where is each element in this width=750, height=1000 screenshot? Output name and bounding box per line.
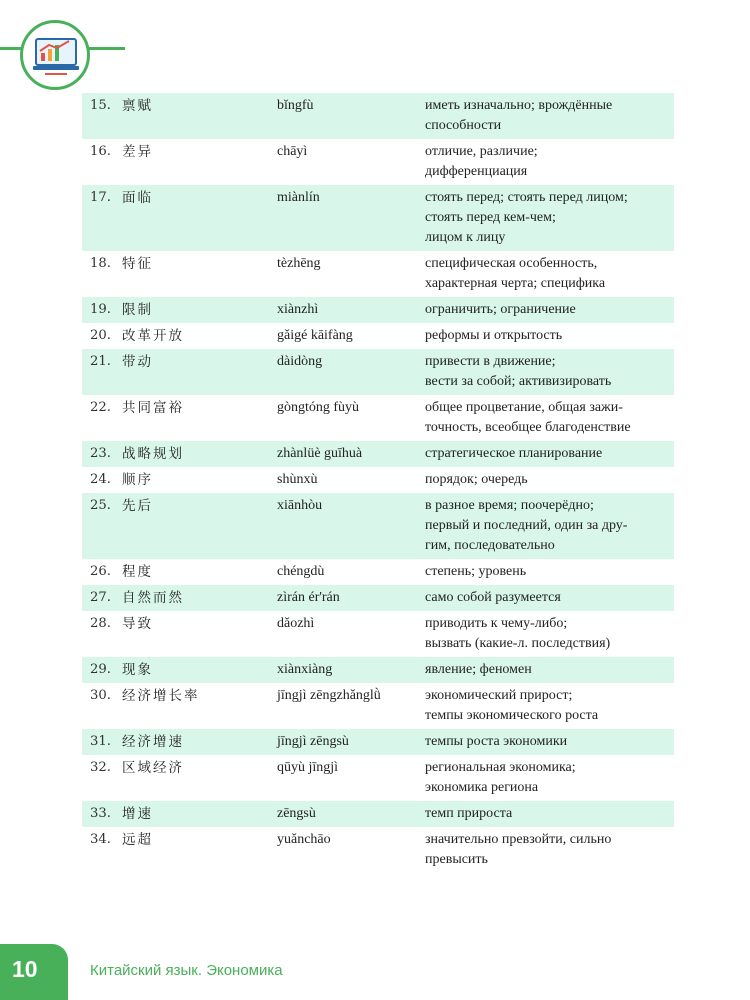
entry-meaning-line: темп прироста bbox=[425, 806, 513, 821]
entry-number: 26. bbox=[90, 564, 111, 579]
entry-meaning-line: темпы экономического роста bbox=[425, 708, 599, 723]
vocab-row bbox=[82, 139, 674, 185]
entry-meaning-line: степень; уровень bbox=[425, 564, 527, 579]
entry-number: 34. bbox=[90, 832, 111, 847]
entry-meaning-line: явление; феномен bbox=[425, 662, 532, 677]
entry-meaning-line: первый и последний, один за дру- bbox=[425, 518, 628, 533]
entry-meaning-line: вызвать (какие-л. последствия) bbox=[425, 636, 611, 651]
entry-meaning bbox=[425, 729, 674, 755]
entry-number: 19. bbox=[90, 302, 111, 317]
vocabulary-table bbox=[82, 93, 674, 873]
entry-number: 31. bbox=[90, 734, 111, 749]
entry-hanzi: 面临 bbox=[122, 190, 153, 206]
entry-number: 23. bbox=[90, 446, 111, 461]
entry-meaning-line: превысить bbox=[425, 852, 488, 867]
vocab-row bbox=[82, 559, 674, 585]
entry-meaning-line: стоять перед кем-чем; bbox=[425, 210, 556, 225]
entry-hanzi: 区域经济 bbox=[122, 760, 184, 776]
entry-meaning-line: приводить к чему-либо; bbox=[425, 616, 568, 631]
vocab-row bbox=[82, 657, 674, 683]
entry-pinyin: qūyù jīngjì bbox=[277, 760, 339, 775]
entry-number: 27. bbox=[90, 590, 111, 605]
entry-number: 15. bbox=[90, 98, 111, 113]
entry-pinyin: shùnxù bbox=[277, 472, 318, 487]
entry-pinyin: xiānhòu bbox=[277, 498, 323, 513]
entry-number: 16. bbox=[90, 144, 111, 159]
entry-number: 18. bbox=[90, 256, 111, 271]
entry-meaning-line: вести за собой; активизировать bbox=[425, 374, 612, 389]
entry-pinyin: gǎigé kāifàng bbox=[277, 328, 353, 343]
entry-pinyin: bǐngfù bbox=[277, 98, 314, 113]
vocab-row bbox=[82, 441, 674, 467]
vocab-row bbox=[82, 251, 674, 297]
entry-hanzi: 禀赋 bbox=[122, 98, 153, 114]
entry-meaning bbox=[425, 185, 674, 251]
entry-number: 30. bbox=[90, 688, 111, 703]
entry-hanzi: 导致 bbox=[122, 616, 153, 632]
vocab-row bbox=[82, 801, 674, 827]
entry-meaning bbox=[425, 297, 674, 323]
entry-number: 28. bbox=[90, 616, 111, 631]
entry-hanzi: 远超 bbox=[122, 832, 153, 848]
entry-meaning-line: в разное время; поочерёдно; bbox=[425, 498, 594, 513]
vocab-row bbox=[82, 349, 674, 395]
entry-number: 20. bbox=[90, 328, 111, 343]
entry-hanzi: 现象 bbox=[122, 662, 153, 678]
entry-meaning bbox=[425, 683, 674, 729]
entry-meaning-line: реформы и открытость bbox=[425, 328, 563, 343]
entry-hanzi: 共同富裕 bbox=[122, 400, 184, 416]
entry-meaning bbox=[425, 801, 674, 827]
vocab-row bbox=[82, 683, 674, 729]
entry-number: 25. bbox=[90, 498, 111, 513]
entry-meaning bbox=[425, 827, 674, 873]
entry-meaning bbox=[425, 441, 674, 467]
entry-meaning bbox=[425, 251, 674, 297]
entry-meaning bbox=[425, 493, 674, 559]
entry-meaning-line: региональная экономика; bbox=[425, 760, 576, 775]
entry-meaning-line: экономический прирост; bbox=[425, 688, 573, 703]
entry-hanzi: 增速 bbox=[122, 806, 153, 822]
entry-meaning-line: точность, всеобщее благоденствие bbox=[425, 420, 631, 435]
entry-meaning-line: ограничить; ограничение bbox=[425, 302, 576, 317]
vocab-row bbox=[82, 755, 674, 801]
entry-meaning bbox=[425, 657, 674, 683]
entry-number: 24. bbox=[90, 472, 111, 487]
entry-pinyin: chāyì bbox=[277, 144, 308, 159]
entry-hanzi: 经济增速 bbox=[122, 734, 184, 750]
entry-pinyin: yuǎnchāo bbox=[277, 832, 331, 847]
entry-pinyin: jīngjì zēngzhǎnglǜ bbox=[277, 688, 381, 703]
entry-hanzi: 顺序 bbox=[122, 472, 153, 488]
entry-meaning bbox=[425, 559, 674, 585]
entry-meaning-line: привести в движение; bbox=[425, 354, 556, 369]
entry-pinyin: zìrán ér'rán bbox=[277, 590, 340, 605]
entry-meaning-line: общее процветание, общая зажи- bbox=[425, 400, 623, 415]
vocab-row bbox=[82, 395, 674, 441]
entry-pinyin: dǎozhì bbox=[277, 616, 315, 631]
entry-meaning-line: отличие, различие; bbox=[425, 144, 538, 159]
entry-pinyin: tèzhēng bbox=[277, 256, 321, 271]
entry-hanzi: 改革开放 bbox=[122, 328, 184, 344]
entry-number: 29. bbox=[90, 662, 111, 677]
entry-meaning bbox=[425, 349, 674, 395]
entry-meaning-line: стоять перед; стоять перед лицом; bbox=[425, 190, 628, 205]
entry-meaning bbox=[425, 395, 674, 441]
entry-number: 22. bbox=[90, 400, 111, 415]
entry-meaning bbox=[425, 323, 674, 349]
entry-pinyin: dàidòng bbox=[277, 354, 323, 369]
entry-hanzi: 特征 bbox=[122, 256, 153, 272]
entry-meaning-line: иметь изначально; врождённые bbox=[425, 98, 613, 113]
entry-hanzi: 自然而然 bbox=[122, 590, 184, 606]
entry-pinyin: miànlín bbox=[277, 190, 320, 205]
entry-pinyin: xiànzhì bbox=[277, 302, 319, 317]
entry-pinyin: zhànlüè guīhuà bbox=[277, 446, 363, 461]
entry-hanzi: 程度 bbox=[122, 564, 153, 580]
vocab-row bbox=[82, 185, 674, 251]
vocab-row bbox=[82, 93, 674, 139]
entry-meaning-line: экономика региона bbox=[425, 780, 539, 795]
entry-hanzi: 战略规划 bbox=[122, 446, 184, 462]
entry-meaning bbox=[425, 585, 674, 611]
entry-meaning bbox=[425, 755, 674, 801]
entry-hanzi: 先后 bbox=[122, 498, 153, 514]
entry-hanzi: 带动 bbox=[122, 354, 153, 370]
entry-meaning bbox=[425, 93, 674, 139]
vocab-row bbox=[82, 297, 674, 323]
vocab-row bbox=[82, 827, 674, 873]
entry-meaning-line: темпы роста экономики bbox=[425, 734, 568, 749]
entry-meaning-line: гим, последовательно bbox=[425, 538, 555, 553]
book-title: Китайский язык. Экономика bbox=[90, 962, 283, 979]
header-rule-left bbox=[0, 47, 22, 50]
entry-meaning-line: стратегическое планирование bbox=[425, 446, 603, 461]
vocab-row bbox=[82, 729, 674, 755]
entry-meaning-line: способности bbox=[425, 118, 502, 133]
entry-number: 33. bbox=[90, 806, 111, 821]
entry-meaning bbox=[425, 611, 674, 657]
entry-meaning bbox=[425, 139, 674, 185]
entry-number: 17. bbox=[90, 190, 111, 205]
entry-meaning-line: дифференциация bbox=[425, 164, 528, 179]
entry-pinyin: zēngsù bbox=[277, 806, 316, 821]
entry-number: 32. bbox=[90, 760, 111, 775]
entry-pinyin: chéngdù bbox=[277, 564, 325, 579]
entry-meaning-line: лицом к лицу bbox=[425, 230, 506, 245]
entry-hanzi: 限制 bbox=[122, 302, 153, 318]
vocab-row bbox=[82, 585, 674, 611]
entry-meaning bbox=[425, 467, 674, 493]
entry-pinyin: xiànxiàng bbox=[277, 662, 333, 677]
entry-pinyin: jīngjì zēngsù bbox=[277, 734, 349, 749]
entry-meaning-line: само собой разумеется bbox=[425, 590, 561, 605]
entry-meaning-line: значительно превзойти, сильно bbox=[425, 832, 612, 847]
entry-number: 21. bbox=[90, 354, 111, 369]
economics-logo-icon bbox=[20, 20, 90, 90]
page-number: 10 bbox=[12, 956, 38, 982]
entry-meaning-line: характерная черта; специфика bbox=[425, 276, 606, 291]
vocab-row bbox=[82, 467, 674, 493]
entry-meaning-line: порядок; очередь bbox=[425, 472, 528, 487]
entry-hanzi: 经济增长率 bbox=[122, 688, 200, 704]
entry-pinyin: gòngtóng fùyù bbox=[277, 400, 360, 415]
vocab-row bbox=[82, 611, 674, 657]
entry-meaning-line: специфическая особенность, bbox=[425, 256, 598, 271]
vocab-row bbox=[82, 493, 674, 559]
vocab-row bbox=[82, 323, 674, 349]
entry-hanzi: 差异 bbox=[122, 144, 153, 160]
